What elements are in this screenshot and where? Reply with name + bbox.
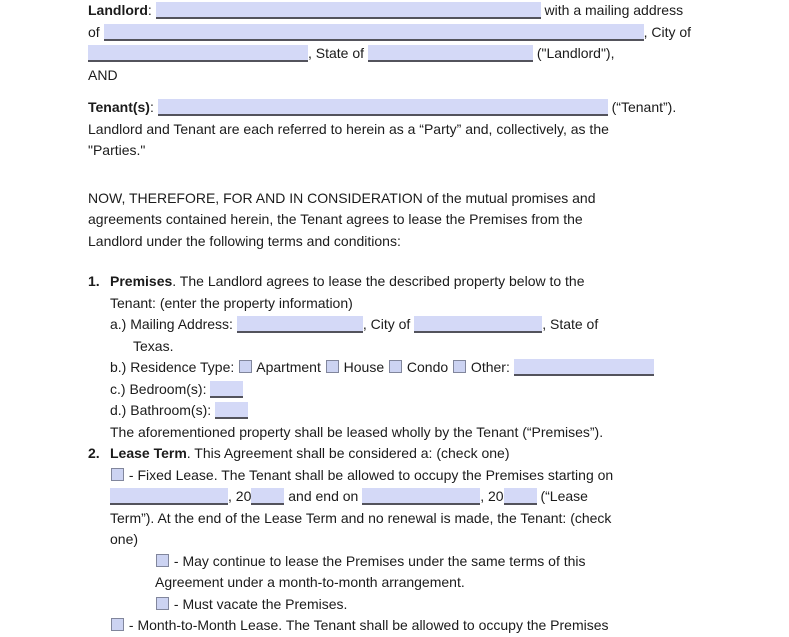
blank-field[interactable]: [362, 488, 480, 505]
blank-field[interactable]: [237, 316, 363, 333]
text-segment: , City of: [643, 23, 692, 40]
checkbox[interactable]: [111, 468, 124, 481]
text-segment: Apartment: [253, 359, 325, 375]
document-line: [88, 231, 704, 253]
blank-field[interactable]: [215, 402, 248, 419]
blank-field[interactable]: [158, 99, 608, 116]
document-line: [88, 97, 704, 119]
blank-field[interactable]: [88, 45, 308, 62]
text-segment: and end on: [284, 488, 363, 504]
text-segment: . This Agreement shall be considered a: (check one): [186, 445, 510, 461]
text-bold-segment: Landlord: [88, 2, 148, 18]
text-segment: - Fixed Lease. The Tenant shall be allowed to occupy the Premises starting on: [125, 466, 614, 483]
text-segment: Condo: [403, 359, 453, 375]
blank-field[interactable]: [110, 488, 228, 505]
text-segment: - Must vacate the Premises.: [170, 595, 348, 612]
text-bold-segment: Premises: [110, 273, 173, 289]
document-line: [88, 140, 704, 162]
document-line: [88, 443, 704, 465]
text-segment: d.) Bathroom(s):: [110, 402, 216, 418]
text-segment: The aforementioned property shall be leased wholly by the Tenant (“Premises”).: [110, 423, 604, 440]
text-bold-segment: Tenant(s): [88, 99, 150, 115]
text-segment: Tenant: (enter the property information): [110, 294, 353, 311]
list-number: 1.: [88, 273, 100, 289]
document-line: [88, 293, 704, 315]
text-segment: of: [88, 23, 104, 40]
document-line: [88, 465, 704, 487]
blank-field[interactable]: [414, 316, 542, 333]
text-segment: Landlord under the following terms and conditions:: [88, 232, 401, 249]
blank-field[interactable]: [104, 24, 644, 41]
text-segment: Texas.: [133, 337, 174, 354]
list-number: 2.: [88, 445, 100, 461]
text-segment: , State of: [308, 45, 368, 61]
text-segment: one): [110, 531, 139, 547]
text-segment: agreements contained herein, the Tenant agrees to lease the Premises from the: [88, 211, 583, 227]
document-line: [88, 486, 704, 508]
document-line: [88, 188, 704, 210]
text-segment: c.) Bedroom(s):: [110, 380, 211, 397]
text-segment: :: [147, 2, 156, 18]
text-segment: AND: [88, 66, 118, 83]
text-segment: , 20: [480, 488, 504, 504]
text-segment: Agreement under a month-to-month arrangement.: [155, 574, 465, 590]
text-segment: (“Tenant”).: [607, 99, 677, 115]
text-segment: House: [339, 359, 388, 375]
document-line: [88, 0, 704, 22]
text-segment: NOW, THEREFORE, FOR AND IN CONSIDERATION of the mutual promises and: [88, 189, 596, 206]
text-segment: a.) Mailing Address:: [110, 316, 237, 332]
text-segment: , State of: [542, 316, 599, 332]
text-segment: :: [149, 99, 158, 115]
document-line: [88, 422, 704, 444]
text-segment: , 20: [228, 488, 252, 504]
checkbox[interactable]: [389, 360, 402, 373]
document-line: [88, 336, 704, 358]
document-line: [88, 551, 704, 573]
blank-field[interactable]: [210, 381, 243, 398]
text-segment: Term”). At the end of the Lease Term and no renewal is made, the Tenant: (check: [110, 509, 612, 526]
document-line: [88, 209, 704, 231]
text-segment: . The Landlord agrees to lease the described property below to the: [172, 273, 585, 289]
document-line: [88, 379, 704, 401]
checkbox[interactable]: [156, 554, 169, 567]
document-line: [88, 43, 704, 65]
blank-field[interactable]: [156, 2, 541, 19]
checkbox[interactable]: [453, 360, 466, 373]
text-segment: ("Landlord"),: [532, 45, 615, 61]
checkbox[interactable]: [239, 360, 252, 373]
document-line: [88, 615, 704, 637]
checkbox[interactable]: [326, 360, 339, 373]
document-line: [88, 400, 704, 422]
blank-field[interactable]: [251, 488, 284, 505]
text-segment: , City of: [362, 316, 415, 332]
text-segment: b.) Residence Type:: [110, 359, 239, 375]
text-segment: - Month-to-Month Lease. The Tenant shall be allowed to occupy the Premises: [125, 617, 609, 633]
document-line: [88, 271, 704, 293]
blank-field[interactable]: [368, 45, 533, 62]
text-segment: Landlord and Tenant are each referred to herein as a “Party” and, collectively, as the: [88, 120, 609, 137]
checkbox[interactable]: [111, 618, 124, 631]
checkbox[interactable]: [156, 597, 169, 610]
document-line: [88, 119, 704, 141]
text-segment: Other:: [467, 359, 514, 375]
text-segment: with a mailing address: [540, 2, 684, 18]
document-line: [88, 572, 704, 594]
document-body: [88, 0, 704, 637]
document-line: [88, 314, 704, 336]
text-bold-segment: Lease Term: [110, 445, 187, 461]
text-segment: "Parties.": [88, 142, 146, 158]
blank-field[interactable]: [504, 488, 537, 505]
document-line: [88, 22, 704, 44]
document-line: [88, 529, 704, 551]
document-line: [88, 65, 704, 87]
blank-field[interactable]: [514, 359, 654, 376]
document-line: [88, 594, 704, 616]
text-segment: (“Lease: [536, 488, 588, 504]
document-line: [88, 508, 704, 530]
document-line: [88, 357, 704, 379]
text-segment: - May continue to lease the Premises under the same terms of this: [170, 552, 586, 569]
